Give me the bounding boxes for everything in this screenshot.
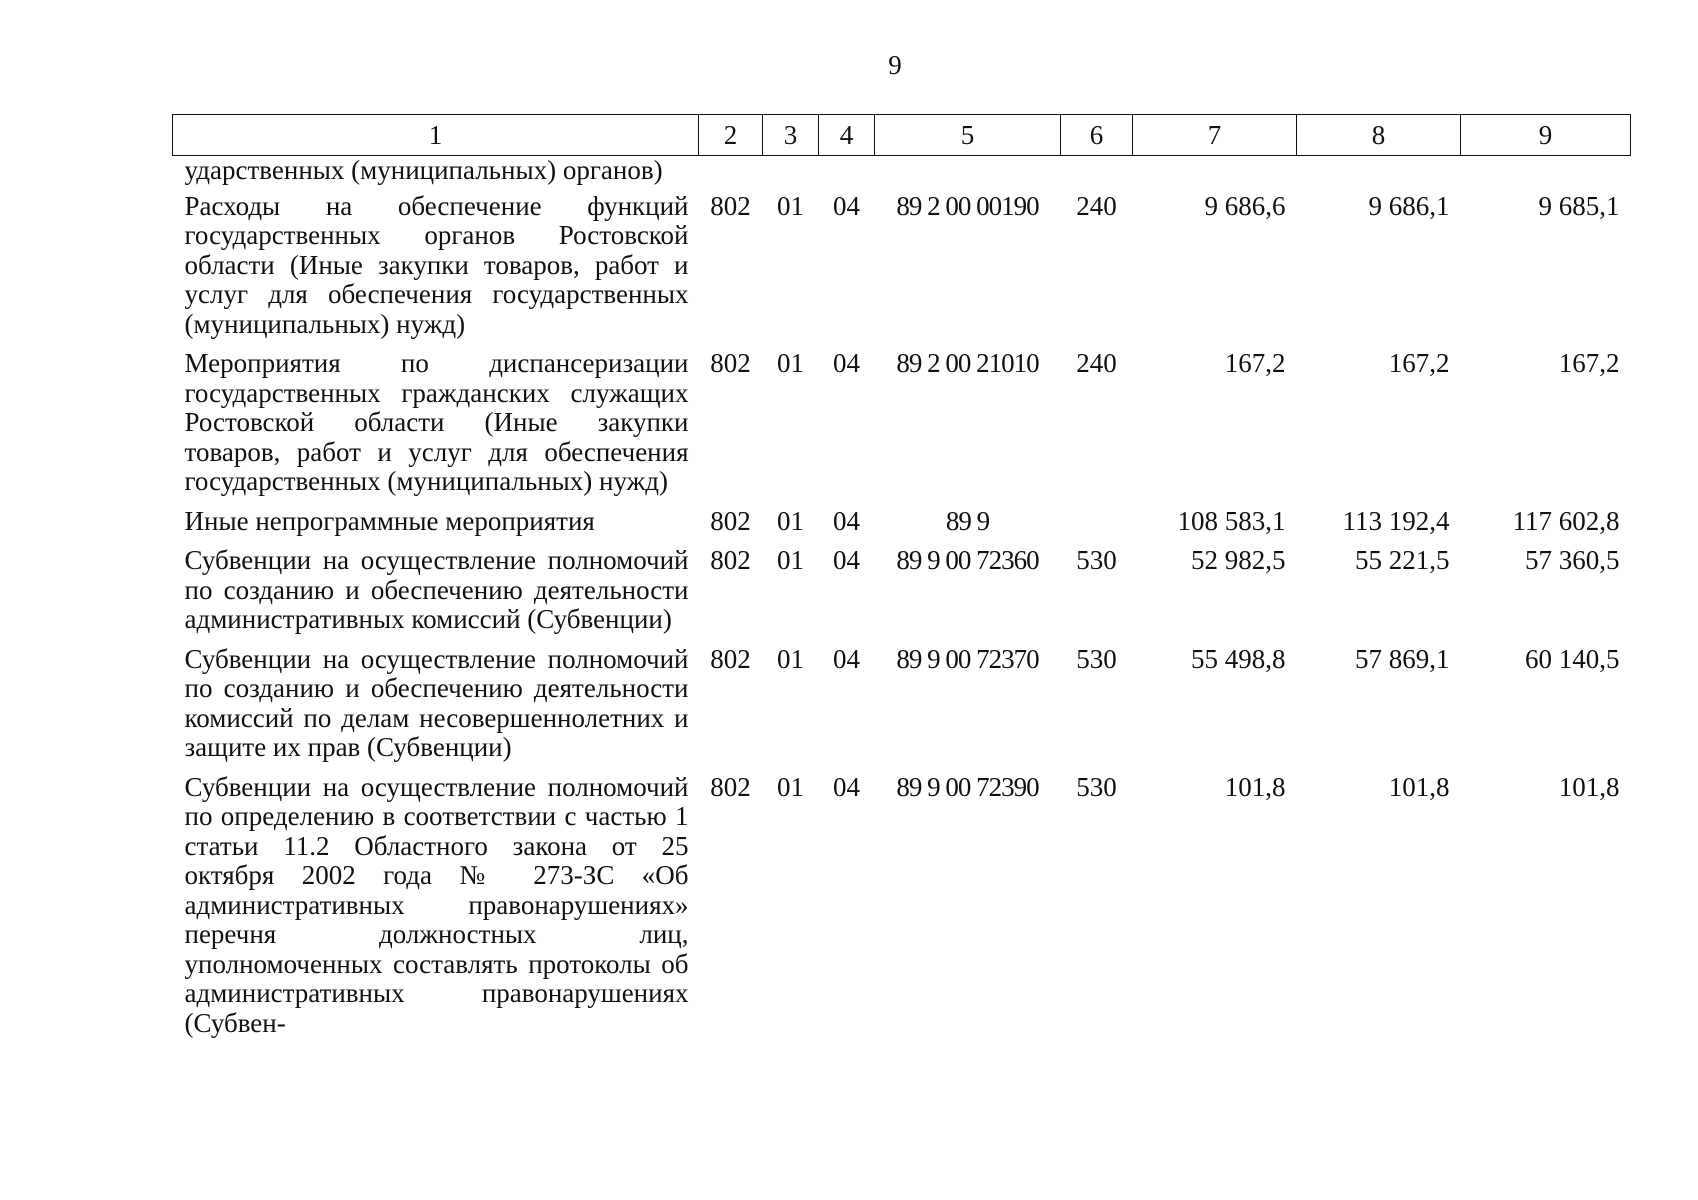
row-amount-year2: 101,8 xyxy=(1388,771,1450,802)
row-amount-year3: 117 602,8 xyxy=(1512,505,1620,536)
row-section-code: 01 xyxy=(777,505,804,536)
row-subsection-code: 04 xyxy=(833,348,860,378)
table-row xyxy=(173,639,1631,767)
row-subsection-code: 04 xyxy=(833,545,860,575)
row-description: Расходы на обеспечение функций государственных органов Ростовской области (Иные закупки товаров, работ и услуг для обеспечения государственных (муниципальных) нужд) xyxy=(184,190,689,339)
row-expense-type xyxy=(1061,501,1133,541)
column-header-6: 6 xyxy=(1061,115,1133,156)
row-amount-year3: 9 685,1 xyxy=(1538,190,1620,221)
row-target-code: 89 9 00 72370 xyxy=(896,643,1039,674)
row-ministry-code: 802 xyxy=(710,545,751,575)
continuation-row xyxy=(173,156,1631,186)
row-amount-year1: 101,8 xyxy=(1224,771,1286,802)
row-description: Мероприятия по диспансеризации государственных гражданских служащих Ростовской области (Иные закупки товаров, работ и услуг для обеспечения государственных (муниципальных) нужд) xyxy=(184,348,689,496)
column-header-3: 3 xyxy=(763,115,819,156)
row-section-code: 01 xyxy=(777,545,804,575)
header-row xyxy=(173,115,1631,156)
row-section-code: 01 xyxy=(777,190,804,221)
row-ministry-code: 802 xyxy=(710,190,751,221)
row-expense-type: 530 xyxy=(1076,643,1117,674)
row-amount-year2: 55 221,5 xyxy=(1355,545,1450,575)
row-amount-year2: 57 869,1 xyxy=(1355,643,1450,674)
row-ministry-code: 802 xyxy=(710,505,751,536)
row-target-code: 89 9 00 72360 xyxy=(896,545,1039,575)
row-subsection-code: 04 xyxy=(833,190,860,221)
row-amount-year2: 167,2 xyxy=(1388,348,1450,378)
table-row xyxy=(173,186,1631,344)
column-header-2: 2 xyxy=(699,115,763,156)
row-amount-year3: 101,8 xyxy=(1558,771,1620,802)
column-header-1: 1 xyxy=(173,115,699,156)
row-ministry-code: 802 xyxy=(710,348,751,378)
table-row xyxy=(173,343,1631,501)
table-row xyxy=(173,767,1631,1043)
table-header xyxy=(173,115,1631,156)
row-section-code: 01 xyxy=(777,348,804,378)
row-target-code: 89 2 00 21010 xyxy=(896,348,1039,378)
row-target-code: 89 9 xyxy=(945,505,990,536)
row-section-code: 01 xyxy=(777,771,804,802)
row-description: Субвенции на осуществление полномочий по определению в соответствии с частью 1 статьи 11.2 Областного закона от 25 октября 2002 года № 273-ЗС «Об административных правонарушениях» перечня должностных лиц, уполномоченных составлять протоколы об административных правонарушениях (Субвен- xyxy=(184,771,689,1038)
column-header-4: 4 xyxy=(819,115,875,156)
row-amount-year3: 167,2 xyxy=(1558,348,1620,378)
row-expense-type: 240 xyxy=(1076,190,1117,221)
row-ministry-code: 802 xyxy=(710,771,751,802)
row-expense-type: 240 xyxy=(1076,348,1117,378)
row-amount-year1: 52 982,5 xyxy=(1191,545,1286,575)
row-amount-year2: 113 192,4 xyxy=(1342,505,1450,536)
column-header-9: 9 xyxy=(1461,115,1631,156)
table-row xyxy=(173,501,1631,541)
column-header-7: 7 xyxy=(1133,115,1297,156)
table-body xyxy=(173,156,1631,1043)
row-amount-year3: 57 360,5 xyxy=(1525,545,1620,575)
row-subsection-code: 04 xyxy=(833,643,860,674)
row-target-code: 89 9 00 72390 xyxy=(896,771,1039,802)
row-amount-year3: 60 140,5 xyxy=(1525,643,1620,674)
row-ministry-code: 802 xyxy=(710,643,751,674)
row-subsection-code: 04 xyxy=(833,505,860,536)
column-header-8: 8 xyxy=(1297,115,1461,156)
table-row xyxy=(173,540,1631,639)
row-amount-year1: 9 686,6 xyxy=(1204,190,1286,221)
row-description: Иные непрограммные мероприятия xyxy=(184,505,595,536)
row-description: Субвенции на осуществление полномочий по созданию и обеспечению деятельности административных комиссий (Субвенции) xyxy=(184,545,689,634)
row-expense-type: 530 xyxy=(1076,545,1117,575)
page-number: 9 xyxy=(888,50,902,80)
row-amount-year1: 108 583,1 xyxy=(1177,505,1286,536)
row-section-code: 01 xyxy=(777,643,804,674)
row-description: Субвенции на осуществление полномочий по созданию и обеспечению деятельности комиссий по делам несовершеннолетних и защите их прав (Субвенции) xyxy=(184,643,689,762)
row-amount-year1: 55 498,8 xyxy=(1191,643,1286,674)
column-header-5: 5 xyxy=(875,115,1061,156)
row-amount-year2: 9 686,1 xyxy=(1368,190,1450,221)
row-subsection-code: 04 xyxy=(833,771,860,802)
budget-table xyxy=(172,114,1631,1042)
continuation-text: ударственных (муниципальных) органов) xyxy=(184,155,663,185)
row-expense-type: 530 xyxy=(1076,771,1117,802)
row-amount-year1: 167,2 xyxy=(1224,348,1286,378)
row-target-code: 89 2 00 00190 xyxy=(896,190,1039,221)
